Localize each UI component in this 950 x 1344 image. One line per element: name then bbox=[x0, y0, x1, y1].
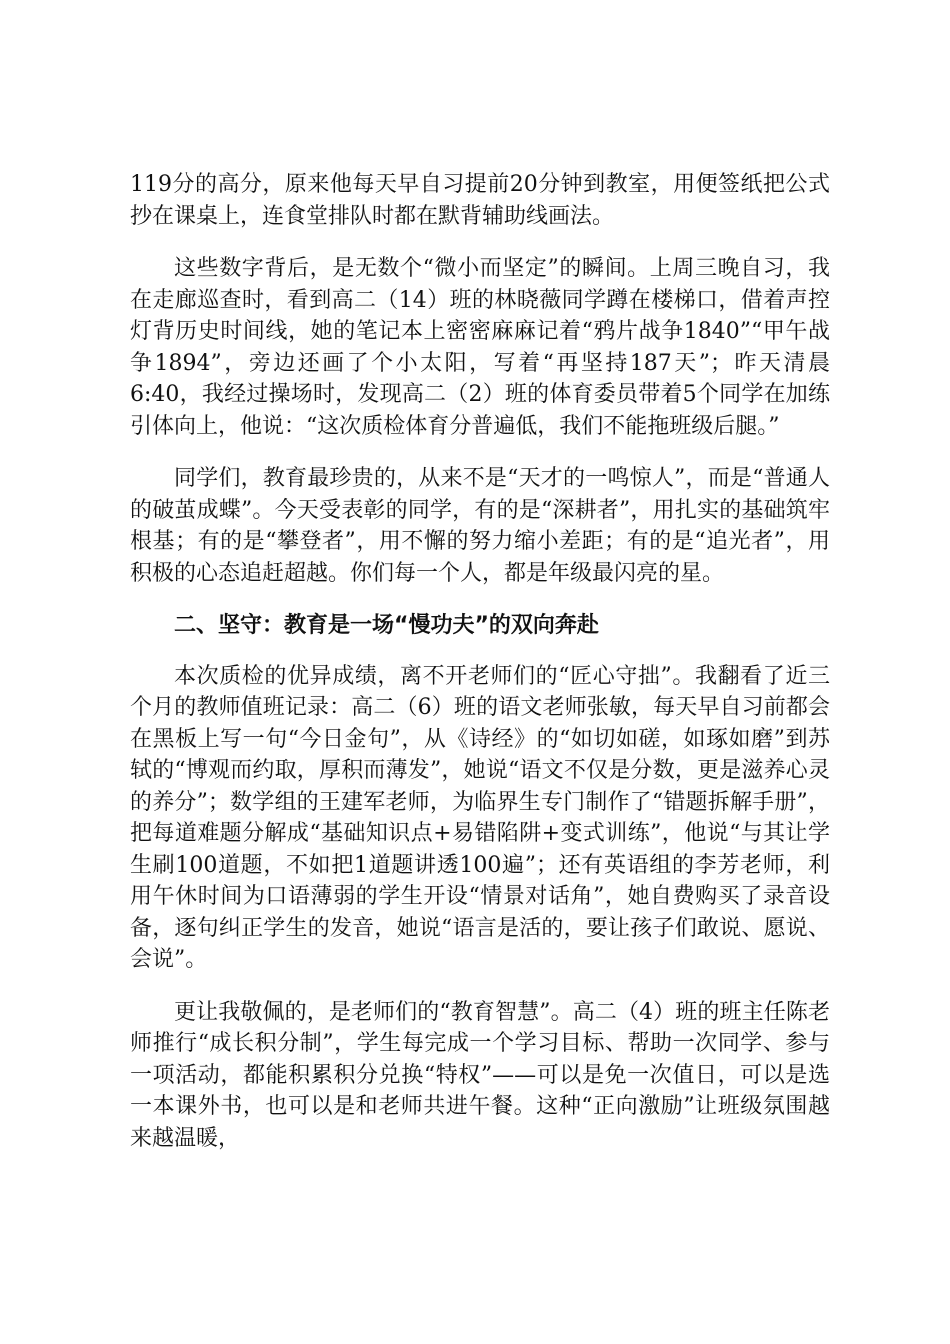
paragraph-continuation: 119分的高分，原来他每天早自习提前20分钟到教室，用便签纸把公式抄在课桌上，连食堂排队时都在默背辅助线画法。 bbox=[130, 172, 830, 229]
paragraph-student-praise: 同学们，教育最珍贵的，从来不是“天才的一鸣惊人”，而是“普通人的破茧成蝶”。今天受表彰的同学，有的是“深耕者”，用扎实的基础筑牢根基；有的是“攀登者”，用不懈的努力缩小差距；有的是“追光者”，用积极的心态追赶超越。你们每一个人，都是年级最闪亮的星。 bbox=[130, 466, 830, 586]
document-page bbox=[130, 169, 830, 1175]
section-heading: 二、坚守：教育是一场“慢功夫”的双向奔赴 bbox=[174, 613, 599, 638]
paragraph-teacher-wisdom: 更让我敬佩的，是老师们的“教育智慧”。高二（4）班的班主任陈老师推行“成长积分制”，学生每完成一个学习目标、帮助一次同学、参与一项活动，都能积累积分兑换“特权”——可以是免一次值日，可以是选一本课外书，也可以是和老师共进午餐。这种“正向激励”让班级氛围越来越温暖， bbox=[130, 999, 830, 1151]
paragraph-student-moments: 这些数字背后，是无数个“微小而坚定”的瞬间。上周三晚自习，我在走廊巡查时，看到高二（14）班的林晓薇同学蹲在楼梯口，借着声控灯背历史时间线，她的笔记本上密密麻麻记着“鸦片战争1840”“甲午战争1894”，旁边还画了个小太阳，写着“再坚持187天”；昨天清晨6:40，我经过操场时，发现高二（2）班的体育委员带着5个同学在加练引体向上，他说：“这次质检体育分普遍低，我们不能拖班级后腿。” bbox=[130, 256, 830, 439]
paragraph-teacher-craft: 本次质检的优异成绩，离不开老师们的“匠心守拙”。我翻看了近三个月的教师值班记录：高二（6）班的语文老师张敏，每天早自习前都会在黑板上写一句“今日金句”，从《诗经》的“如切如磋，如琢如磨”到苏轼的“博观而约取，厚积而薄发”，她说“语文不仅是分数，更是滋养心灵的养分”；数学组的王建军老师，为临界生专门制作了“错题拆解手册”，把每道难题分解成“基础知识点+易错陷阱+变式训练”，他说“与其让学生刷100道题，不如把1道题讲透100遍”；还有英语组的李芳老师，利用午休时间为口语薄弱的学生开设“情景对话角”，她自费购买了录音设备，逐句纠正学生的发音，她说“语言是活的，要让孩子们敢说、愿说、会说”。 bbox=[130, 663, 830, 972]
